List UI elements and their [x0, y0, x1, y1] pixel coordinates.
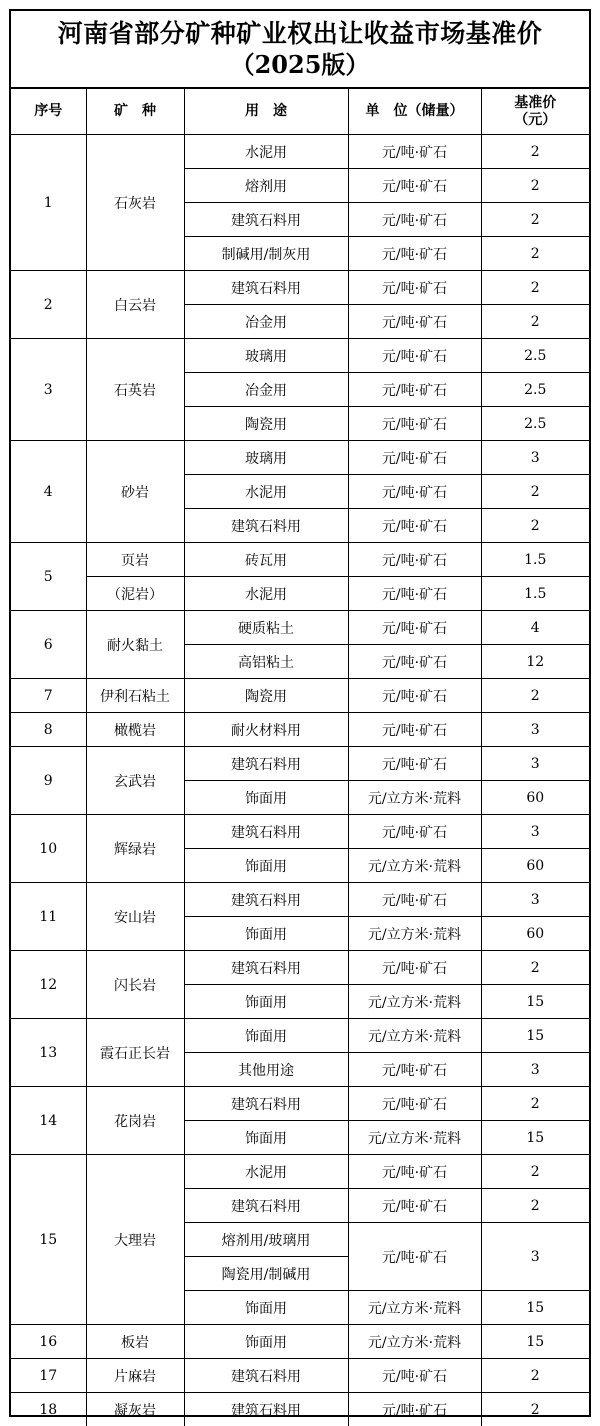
use-cell: 水泥用 [184, 1155, 348, 1189]
unit-cell: 元/吨·矿石 [348, 169, 481, 203]
mineral-name: 页岩 [86, 543, 184, 577]
price-cell: 3 [481, 1223, 589, 1291]
price-cell: 2.5 [481, 373, 589, 407]
price-cell: 3 [481, 713, 589, 747]
mineral-name: 凝灰岩 [86, 1393, 184, 1426]
unit-cell: 元/吨·矿石 [348, 1359, 481, 1393]
price-cell: 2 [481, 305, 589, 339]
row-number: 17 [11, 1359, 86, 1393]
row-number: 6 [11, 611, 86, 679]
table-row [11, 271, 589, 305]
use-cell: 其他用途 [184, 1053, 348, 1087]
use-cell: 建筑石料用 [184, 1189, 348, 1223]
row-number: 16 [11, 1325, 86, 1359]
unit-cell: 元/立方米·荒料 [348, 1291, 481, 1325]
price-cell: 2 [481, 679, 589, 713]
mineral-name: 石灰岩 [86, 135, 184, 271]
table-row [11, 1325, 589, 1359]
unit-cell: 元/吨·矿石 [348, 713, 481, 747]
use-cell: 冶金用 [184, 373, 348, 407]
use-cell: 建筑石料用 [184, 883, 348, 917]
price-cell: 60 [481, 849, 589, 883]
mineral-name: 片麻岩 [86, 1359, 184, 1393]
use-cell: 建筑石料用 [184, 747, 348, 781]
unit-cell: 元/吨·矿石 [348, 1087, 481, 1121]
mineral-name: 霞石正长岩 [86, 1019, 184, 1087]
unit-cell: 元/吨·矿石 [348, 1393, 481, 1426]
use-cell: 建筑石料用 [184, 1087, 348, 1121]
unit-cell: 元/吨·矿石 [348, 135, 481, 169]
mineral-name: 砂岩 [86, 441, 184, 543]
row-number: 7 [11, 679, 86, 713]
unit-cell: 元/立方米·荒料 [348, 1325, 481, 1359]
row-number: 10 [11, 815, 86, 883]
use-cell: 砖瓦用 [184, 543, 348, 577]
header-no: 序号 [11, 89, 86, 135]
table-row [11, 1155, 589, 1189]
row-number: 2 [11, 271, 86, 339]
use-cell: 高铝粘土 [184, 645, 348, 679]
unit-cell: 元/吨·矿石 [348, 611, 481, 645]
row-number: 18 [11, 1393, 86, 1426]
header-mineral: 矿 种 [86, 89, 184, 135]
unit-cell: 元/吨·矿石 [348, 407, 481, 441]
table-row [11, 1087, 589, 1121]
document-title [11, 11, 589, 89]
price-cell: 2 [481, 135, 589, 169]
table-row [11, 135, 589, 169]
unit-cell: 元/立方米·荒料 [348, 1019, 481, 1053]
table-row [11, 883, 589, 917]
mineral-name: 闪长岩 [86, 951, 184, 1019]
use-cell: 饰面用 [184, 1121, 348, 1155]
row-number: 3 [11, 339, 86, 441]
mineral-name: 花岗岩 [86, 1087, 184, 1155]
table-row [11, 577, 589, 611]
unit-cell: 元/吨·矿石 [348, 951, 481, 985]
price-cell: 15 [481, 1121, 589, 1155]
mineral-name: 安山岩 [86, 883, 184, 951]
header-price [481, 89, 589, 135]
use-cell: 水泥用 [184, 135, 348, 169]
unit-cell: 元/立方米·荒料 [348, 849, 481, 883]
unit-cell: 元/吨·矿石 [348, 1189, 481, 1223]
table-row [11, 339, 589, 373]
use-cell: 水泥用 [184, 475, 348, 509]
mineral-name: 白云岩 [86, 271, 184, 339]
price-cell: 2 [481, 1393, 589, 1426]
use-cell: 陶瓷用/制碱用 [184, 1257, 348, 1291]
mineral-name: 大理岩 [86, 1155, 184, 1325]
header-use: 用 途 [184, 89, 348, 135]
unit-cell: 元/吨·矿石 [348, 339, 481, 373]
unit-cell: 元/吨·矿石 [348, 747, 481, 781]
price-cell: 3 [481, 1053, 589, 1087]
use-cell: 玻璃用 [184, 441, 348, 475]
table-row [11, 1359, 589, 1393]
unit-cell: 元/吨·矿石 [348, 815, 481, 849]
use-cell: 建筑石料用 [184, 509, 348, 543]
use-cell: 熔剂用 [184, 169, 348, 203]
table-row [11, 679, 589, 713]
price-cell: 1.5 [481, 577, 589, 611]
price-cell: 2 [481, 271, 589, 305]
row-number: 5 [11, 543, 86, 611]
mineral-name: 板岩 [86, 1325, 184, 1359]
price-cell: 2 [481, 1189, 589, 1223]
price-table [11, 89, 589, 1426]
unit-cell: 元/吨·矿石 [348, 305, 481, 339]
unit-cell: 元/吨·矿石 [348, 441, 481, 475]
table-row [11, 713, 589, 747]
price-cell: 15 [481, 985, 589, 1019]
table-body [11, 135, 589, 1426]
price-cell: 2 [481, 1155, 589, 1189]
use-cell: 陶瓷用 [184, 407, 348, 441]
row-number: 13 [11, 1019, 86, 1087]
row-number: 9 [11, 747, 86, 815]
unit-cell: 元/吨·矿石 [348, 475, 481, 509]
mineral-name: 耐火黏土 [86, 611, 184, 679]
price-cell: 3 [481, 815, 589, 849]
unit-cell: 元/吨·矿石 [348, 373, 481, 407]
price-cell: 3 [481, 747, 589, 781]
price-cell: 12 [481, 645, 589, 679]
table-row [11, 815, 589, 849]
row-number: 1 [11, 135, 86, 271]
price-cell: 2 [481, 237, 589, 271]
price-cell: 2 [481, 951, 589, 985]
row-number: 8 [11, 713, 86, 747]
use-cell: 饰面用 [184, 1325, 348, 1359]
table-row [11, 441, 589, 475]
table-row [11, 1393, 589, 1426]
use-cell: 建筑石料用 [184, 203, 348, 237]
row-number: 15 [11, 1155, 86, 1325]
title-line-2: （2025版） [11, 49, 589, 81]
price-cell: 2 [481, 203, 589, 237]
unit-cell: 元/吨·矿石 [348, 203, 481, 237]
unit-cell: 元/吨·矿石 [348, 543, 481, 577]
unit-cell: 元/吨·矿石 [348, 645, 481, 679]
use-cell: 饰面用 [184, 1291, 348, 1325]
use-cell: 饰面用 [184, 781, 348, 815]
use-cell: 建筑石料用 [184, 1393, 348, 1426]
unit-cell: 元/吨·矿石 [348, 577, 481, 611]
price-cell: 60 [481, 917, 589, 951]
unit-cell: 元/吨·矿石 [348, 679, 481, 713]
use-cell: 建筑石料用 [184, 271, 348, 305]
use-cell: 饰面用 [184, 985, 348, 1019]
unit-cell: 元/立方米·荒料 [348, 985, 481, 1019]
table-row [11, 611, 589, 645]
mineral-name: 玄武岩 [86, 747, 184, 815]
table-row [11, 747, 589, 781]
use-cell: 水泥用 [184, 577, 348, 611]
price-cell: 60 [481, 781, 589, 815]
price-cell: 2.5 [481, 407, 589, 441]
use-cell: 制碱用/制灰用 [184, 237, 348, 271]
use-cell: 建筑石料用 [184, 951, 348, 985]
price-cell: 15 [481, 1325, 589, 1359]
mineral-name: 伊利石粘土 [86, 679, 184, 713]
use-cell: 建筑石料用 [184, 1359, 348, 1393]
price-cell: 2 [481, 1087, 589, 1121]
use-cell: 建筑石料用 [184, 815, 348, 849]
header-unit: 单 位（储量） [348, 89, 481, 135]
price-cell: 3 [481, 883, 589, 917]
header-row [11, 89, 589, 135]
unit-cell: 元/吨·矿石 [348, 1053, 481, 1087]
row-number: 4 [11, 441, 86, 543]
price-cell: 4 [481, 611, 589, 645]
table-row [11, 543, 589, 577]
price-cell: 2 [481, 475, 589, 509]
price-cell: 3 [481, 441, 589, 475]
use-cell: 饰面用 [184, 1019, 348, 1053]
unit-cell: 元/吨·矿石 [348, 509, 481, 543]
price-table-document [9, 9, 591, 1417]
use-cell: 耐火材料用 [184, 713, 348, 747]
unit-cell: 元/立方米·荒料 [348, 781, 481, 815]
row-number: 14 [11, 1087, 86, 1155]
use-cell: 饰面用 [184, 917, 348, 951]
unit-cell: 元/立方米·荒料 [348, 1121, 481, 1155]
unit-cell: 元/吨·矿石 [348, 271, 481, 305]
table-row [11, 1019, 589, 1053]
title-line-1: 河南省部分矿种矿业权出让收益市场基准价 [11, 11, 589, 49]
use-cell: 熔剂用/玻璃用 [184, 1223, 348, 1257]
use-cell: 饰面用 [184, 849, 348, 883]
mineral-name: （泥岩） [86, 577, 184, 611]
use-cell: 玻璃用 [184, 339, 348, 373]
header-price-label: 基准价（元） [503, 95, 567, 129]
price-cell: 2.5 [481, 339, 589, 373]
price-cell: 1.5 [481, 543, 589, 577]
unit-cell: 元/吨·矿石 [348, 1155, 481, 1189]
use-cell: 冶金用 [184, 305, 348, 339]
mineral-name: 辉绿岩 [86, 815, 184, 883]
row-number: 11 [11, 883, 86, 951]
price-cell: 15 [481, 1291, 589, 1325]
unit-cell: 元/立方米·荒料 [348, 917, 481, 951]
row-number: 12 [11, 951, 86, 1019]
table-row [11, 951, 589, 985]
price-cell: 2 [481, 169, 589, 203]
use-cell: 陶瓷用 [184, 679, 348, 713]
unit-cell: 元/吨·矿石 [348, 237, 481, 271]
price-cell: 15 [481, 1019, 589, 1053]
mineral-name: 石英岩 [86, 339, 184, 441]
price-cell: 2 [481, 509, 589, 543]
price-cell: 2 [481, 1359, 589, 1393]
mineral-name: 橄榄岩 [86, 713, 184, 747]
use-cell: 硬质粘土 [184, 611, 348, 645]
unit-cell: 元/吨·矿石 [348, 883, 481, 917]
unit-cell: 元/吨·矿石 [348, 1223, 481, 1291]
